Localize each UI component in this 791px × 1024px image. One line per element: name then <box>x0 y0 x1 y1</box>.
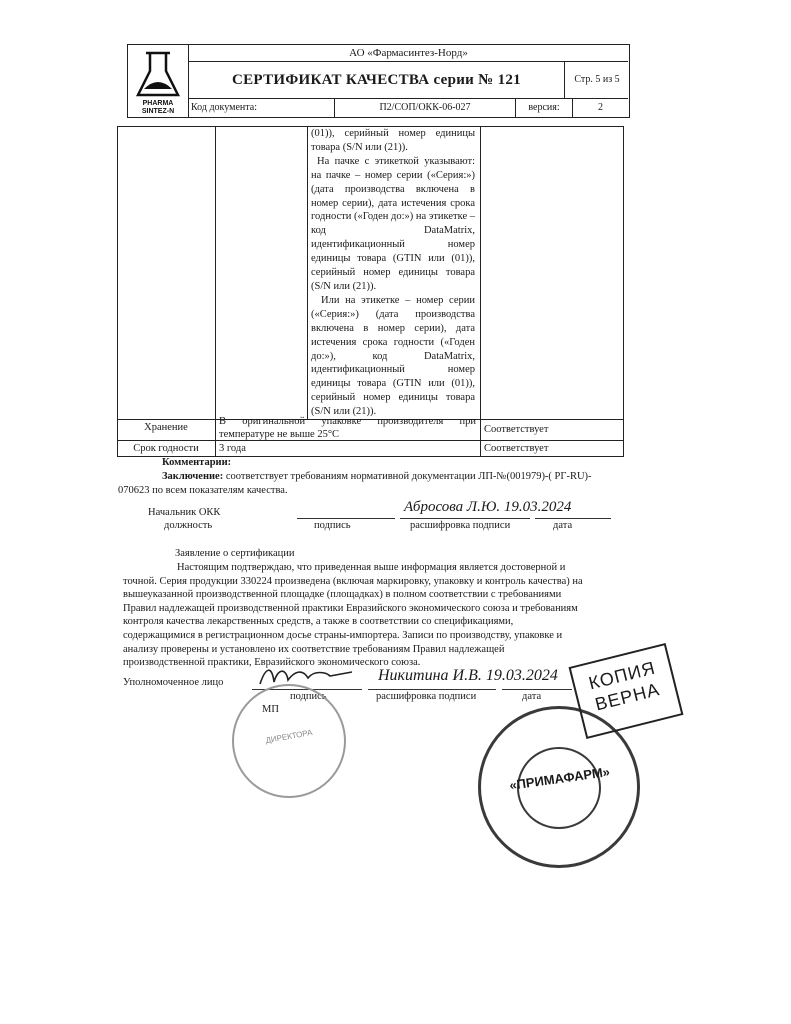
authorized-decode-caption: расшифровка подписи <box>376 691 477 702</box>
table-cell-result: Соответствует <box>484 424 549 435</box>
table-cell-requirement: 3 года <box>219 443 246 454</box>
marking-paragraph: Или на этикетке – номер серии («Серия:») (дата производства включена в номер серии), дата истечения срока годности («Годен до:»), код DataMatrix, идентификационный номер единицы товара (GTIN или (01)), серийный номер единицы товара (S/N или (21)). <box>311 294 475 418</box>
authorized-date-caption: дата <box>522 691 542 702</box>
statement-heading: Заявление о сертификации <box>175 548 295 559</box>
statement-line: анализу проверены и установлено их соответствие требованиям Правил надлежащей <box>123 643 505 655</box>
table-divider <box>307 127 308 419</box>
doc-code-row <box>189 98 628 117</box>
page-number: Стр. 5 из 5 <box>564 62 629 98</box>
table-divider <box>480 127 481 456</box>
table-cell-param: Срок годности <box>133 443 199 454</box>
company-logo <box>128 45 189 117</box>
table-cell-param: Хранение <box>144 422 188 433</box>
statement-body <box>123 561 623 670</box>
svg-text:SINTEZ-N: SINTEZ-N <box>141 108 175 115</box>
document-title: СЕРТИФИКАТ КАЧЕСТВА серии № 121 <box>232 72 521 88</box>
table-cell-result: Соответствует <box>484 443 549 454</box>
conclusion-text-continued: 070623 по всем показателям качества. <box>118 485 288 496</box>
statement-line: Правил надлежащей производственной практики Евразийского экономического союза и требованиям <box>123 602 578 614</box>
authorized-handwritten-signature: Никитина И.В. 19.03.2024 <box>378 667 558 684</box>
marking-paragraph: (01)), серийный номер единицы товара (S/N или (21)). <box>311 128 475 153</box>
authorized-sign-caption: подпись <box>290 691 327 702</box>
okk-handwritten-signature: Абросова Л.Ю. 19.03.2024 <box>404 499 572 515</box>
table-divider <box>215 127 216 456</box>
statement-line: вышеуказанной производственной площадке (площадках) в полном соответствии с требованиями <box>123 589 562 601</box>
okk-sign-caption: подпись <box>314 520 351 531</box>
version-label: версия: <box>516 99 573 117</box>
statement-line: Настоящим подтверждаю, что приведенная выше информация является достоверной и <box>177 562 566 573</box>
okk-date-caption: дата <box>553 520 573 531</box>
doc-code-value: П2/СОП/ОКК-06-027 <box>335 99 516 117</box>
primafarm-stamp-name: «ПРИМАФАРМ» <box>508 763 611 793</box>
mp-label: МП <box>262 704 279 715</box>
okk-decode-caption: расшифровка подписи <box>410 520 511 531</box>
statement-line: контроля качества лекарственных средств, а также в соответствии со спецификациями, <box>123 616 514 628</box>
authorized-label: Уполномоченное лицо <box>123 677 224 688</box>
flask-logo-icon <box>128 45 188 117</box>
conclusion-text: соответствует требованиям нормативной документации ЛП-№(001979)-( РГ-RU)- <box>223 471 592 482</box>
company-name: АО «Фармасинтез-Норд» <box>189 45 628 62</box>
conclusion-label: Заключение: <box>162 471 224 482</box>
copy-verified-stamp: КОПИЯ ВЕРНА <box>569 643 684 739</box>
marking-paragraph: На пачке с этикеткой указывают: на пачке – номер серии («Серия:») (дата производства включена в номер серии), дата истечения срока годности («Годен до:») на этикетке – код DataMatrix, идентификационный номер единицы товара (GTIN или (01)), серийный номер единицы товара (S/N или (21)). <box>311 155 476 292</box>
okk-role-caption: должность <box>164 520 213 531</box>
statement-line: содержащимися в регистрационном досье страны-импортера. Записи по производству, упаковке и <box>123 629 563 641</box>
marking-description <box>311 127 475 419</box>
svg-text:PHARMA: PHARMA <box>142 100 174 107</box>
faded-stamp-text: ДИРЕКТОРА <box>264 727 314 746</box>
statement-line: производственной практики, Евразийского экономического союза. <box>123 657 421 669</box>
doc-code-label: Код документа: <box>191 99 335 117</box>
okk-date-line <box>535 518 611 519</box>
document-header <box>127 44 630 118</box>
version-value: 2 <box>598 102 603 113</box>
comments-label: Комментарии: <box>162 457 232 468</box>
conclusion <box>162 470 622 484</box>
statement-line: точной. Серия продукции 330224 произведена (включая маркировку, упаковку и контроль качества) на <box>123 575 583 587</box>
okk-role: Начальник ОКК <box>148 507 221 518</box>
table-cell-requirement: В оригинальной упаковке производителя при температуре не выше 25°С <box>219 416 476 440</box>
faded-round-stamp <box>232 684 346 798</box>
